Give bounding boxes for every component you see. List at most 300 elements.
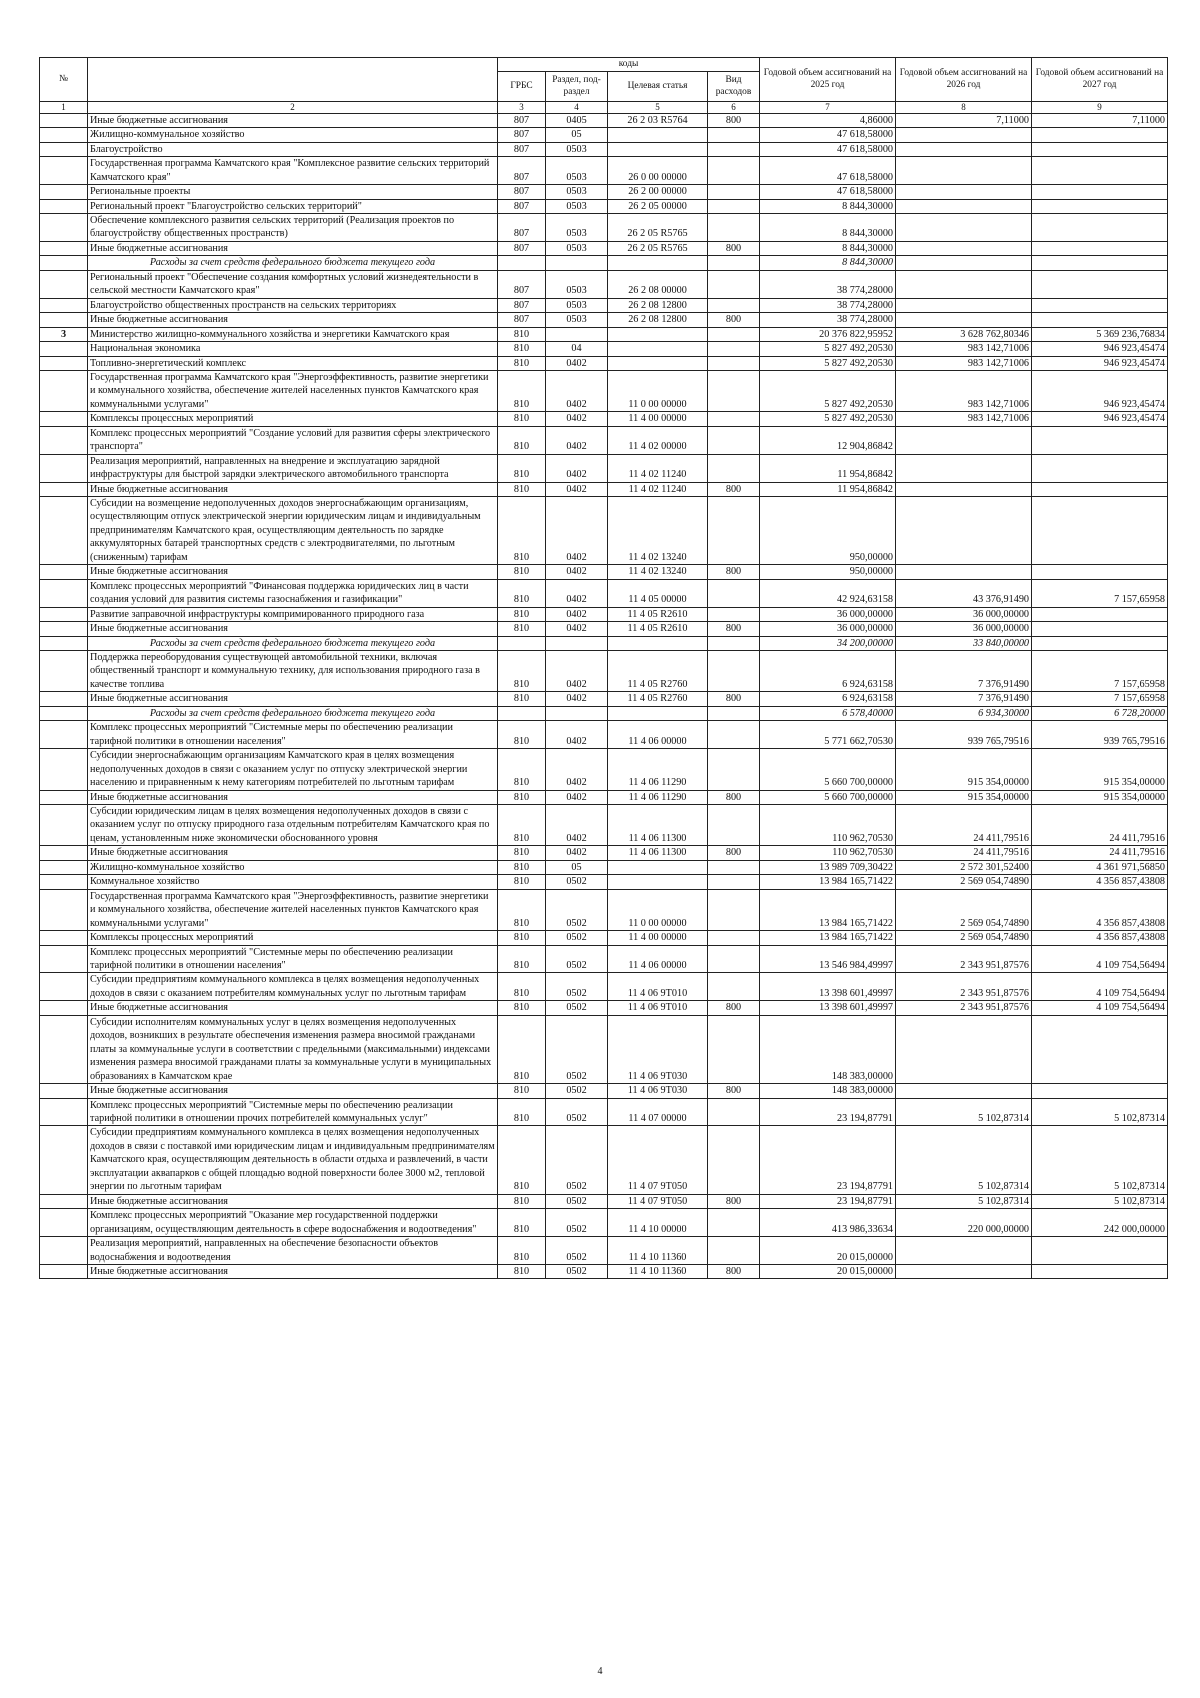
cell-rz: 0503 bbox=[546, 313, 608, 327]
cell-v3 bbox=[1032, 565, 1168, 579]
cell-grbs: 810 bbox=[498, 370, 546, 411]
cell-rz: 0502 bbox=[546, 1126, 608, 1194]
table-row bbox=[40, 1194, 1168, 1208]
cell-v1: 5 827 492,20530 bbox=[760, 356, 896, 370]
cell-vr: 800 bbox=[708, 1264, 760, 1278]
cell-grbs: 807 bbox=[498, 128, 546, 142]
cell-v3: 24 411,79516 bbox=[1032, 846, 1168, 860]
colnum: 4 bbox=[546, 102, 608, 114]
cell-v1: 11 954,86842 bbox=[760, 454, 896, 482]
cell-name: Субсидии юридическим лицам в целях возмещения недополученных доходов в связи с оказанием услуг по отпуску природного газа отдельным потребителям Камчатского края по ценам, установленным ниже экономически обоснованного уровня bbox=[88, 805, 498, 846]
cell-num bbox=[40, 692, 88, 706]
cell-num bbox=[40, 1001, 88, 1015]
cell-num bbox=[40, 1084, 88, 1098]
cell-name: Поддержка переоборудования существующей автомобильной техники, включая общественный транспорт и коммунальную технику, для использования природного газа в качестве топлива bbox=[88, 651, 498, 692]
cell-name: Коммунальное хозяйство bbox=[88, 875, 498, 889]
cell-v3 bbox=[1032, 185, 1168, 199]
cell-v3 bbox=[1032, 482, 1168, 496]
cell-name: Иные бюджетные ассигнования bbox=[88, 113, 498, 127]
cell-cs bbox=[608, 706, 708, 720]
cell-v2 bbox=[896, 199, 1032, 213]
cell-vr bbox=[708, 931, 760, 945]
cell-name: Иные бюджетные ассигнования bbox=[88, 1001, 498, 1015]
cell-vr bbox=[708, 342, 760, 356]
cell-rz: 0502 bbox=[546, 1194, 608, 1208]
cell-rz: 0502 bbox=[546, 1015, 608, 1083]
cell-grbs: 807 bbox=[498, 241, 546, 255]
cell-grbs: 810 bbox=[498, 412, 546, 426]
cell-cs: 11 4 07 9Т050 bbox=[608, 1194, 708, 1208]
cell-num bbox=[40, 945, 88, 973]
cell-name: Государственная программа Камчатского края "Энергоэффективность, развитие энергетики и коммунального хозяйства, обеспечение жителей населенных пунктов Камчатского края коммунальными услугами" bbox=[88, 889, 498, 930]
cell-v1: 148 383,00000 bbox=[760, 1084, 896, 1098]
cell-cs: 26 2 05 R5765 bbox=[608, 241, 708, 255]
cell-vr bbox=[708, 579, 760, 607]
cell-grbs: 810 bbox=[498, 1084, 546, 1098]
cell-name: Благоустройство bbox=[88, 142, 498, 156]
cell-vr: 800 bbox=[708, 790, 760, 804]
cell-num bbox=[40, 412, 88, 426]
cell-num bbox=[40, 241, 88, 255]
cell-rz: 0502 bbox=[546, 945, 608, 973]
cell-name: Иные бюджетные ассигнования bbox=[88, 565, 498, 579]
cell-name: Региональные проекты bbox=[88, 185, 498, 199]
cell-rz: 0402 bbox=[546, 846, 608, 860]
cell-grbs: 810 bbox=[498, 875, 546, 889]
cell-num bbox=[40, 579, 88, 607]
cell-grbs: 810 bbox=[498, 805, 546, 846]
table-row bbox=[40, 805, 1168, 846]
colnum: 1 bbox=[40, 102, 88, 114]
column-numbers-row bbox=[40, 102, 1168, 114]
cell-rz: 05 bbox=[546, 128, 608, 142]
cell-v1: 23 194,87791 bbox=[760, 1194, 896, 1208]
cell-grbs: 807 bbox=[498, 185, 546, 199]
table-row bbox=[40, 454, 1168, 482]
cell-v1: 38 774,28000 bbox=[760, 298, 896, 312]
cell-v3: 7 157,65958 bbox=[1032, 579, 1168, 607]
cell-rz: 0503 bbox=[546, 142, 608, 156]
cell-vr bbox=[708, 1015, 760, 1083]
header-2027: Годовой объем ассигнований на 2027 год bbox=[1032, 58, 1168, 102]
cell-v2: 939 765,79516 bbox=[896, 721, 1032, 749]
cell-v3: 7,11000 bbox=[1032, 113, 1168, 127]
table-row bbox=[40, 113, 1168, 127]
header-name bbox=[88, 58, 498, 102]
cell-grbs bbox=[498, 706, 546, 720]
cell-num bbox=[40, 454, 88, 482]
cell-cs: 11 4 00 00000 bbox=[608, 412, 708, 426]
cell-grbs: 810 bbox=[498, 1098, 546, 1126]
cell-grbs: 807 bbox=[498, 199, 546, 213]
cell-v1: 11 954,86842 bbox=[760, 482, 896, 496]
cell-name: Государственная программа Камчатского края "Комплексное развитие сельских территорий Камчатского края" bbox=[88, 157, 498, 185]
cell-v2: 36 000,00000 bbox=[896, 607, 1032, 621]
cell-rz bbox=[546, 327, 608, 341]
table-row bbox=[40, 607, 1168, 621]
cell-num bbox=[40, 622, 88, 636]
header-2025: Годовой объем ассигнований на 2025 год bbox=[760, 58, 896, 102]
cell-name: Иные бюджетные ассигнования bbox=[88, 790, 498, 804]
cell-grbs: 810 bbox=[498, 749, 546, 790]
table-row bbox=[40, 1237, 1168, 1265]
cell-vr: 800 bbox=[708, 846, 760, 860]
cell-rz bbox=[546, 256, 608, 270]
cell-num bbox=[40, 1194, 88, 1208]
cell-v3: 4 356 857,43808 bbox=[1032, 889, 1168, 930]
cell-num bbox=[40, 565, 88, 579]
cell-rz: 0402 bbox=[546, 482, 608, 496]
cell-name: Иные бюджетные ассигнования bbox=[88, 241, 498, 255]
cell-cs: 11 4 06 11300 bbox=[608, 846, 708, 860]
table-row bbox=[40, 945, 1168, 973]
cell-v1: 13 984 165,71422 bbox=[760, 931, 896, 945]
cell-vr: 800 bbox=[708, 482, 760, 496]
cell-v3 bbox=[1032, 128, 1168, 142]
cell-v3: 4 356 857,43808 bbox=[1032, 931, 1168, 945]
cell-vr: 800 bbox=[708, 622, 760, 636]
cell-v2: 33 840,00000 bbox=[896, 636, 1032, 650]
cell-v3: 5 102,87314 bbox=[1032, 1098, 1168, 1126]
cell-v2 bbox=[896, 213, 1032, 241]
cell-num bbox=[40, 213, 88, 241]
cell-name: Комплекс процессных мероприятий "Системные меры по обеспечению реализации тарифной политики в отношении прочих потребителей коммунальных услуг" bbox=[88, 1098, 498, 1126]
cell-v2: 24 411,79516 bbox=[896, 846, 1032, 860]
cell-v3 bbox=[1032, 1264, 1168, 1278]
cell-name: Иные бюджетные ассигнования bbox=[88, 1264, 498, 1278]
cell-num bbox=[40, 860, 88, 874]
cell-rz: 0503 bbox=[546, 241, 608, 255]
table-body bbox=[40, 113, 1168, 1279]
cell-v1: 13 398 601,49997 bbox=[760, 973, 896, 1001]
cell-rz: 0402 bbox=[546, 651, 608, 692]
cell-grbs: 810 bbox=[498, 579, 546, 607]
cell-v2: 7 376,91490 bbox=[896, 692, 1032, 706]
cell-v1: 6 924,63158 bbox=[760, 692, 896, 706]
cell-name: Жилищно-коммунальное хозяйство bbox=[88, 128, 498, 142]
cell-vr bbox=[708, 749, 760, 790]
cell-v1: 23 194,87791 bbox=[760, 1098, 896, 1126]
cell-vr: 800 bbox=[708, 113, 760, 127]
cell-v3 bbox=[1032, 1237, 1168, 1265]
cell-vr bbox=[708, 199, 760, 213]
header-2026: Годовой объем ассигнований на 2026 год bbox=[896, 58, 1032, 102]
cell-grbs: 810 bbox=[498, 651, 546, 692]
cell-rz: 0502 bbox=[546, 1237, 608, 1265]
cell-v1: 47 618,58000 bbox=[760, 157, 896, 185]
cell-name: Субсидии предприятиям коммунального комплекса в целях возмещения недополученных доходов в связи с поставкой ими юридическим лицам и индивидуальным предпринимателям Камчатского края, осуществляющим деятельность в области отдыха и развлечений, в части эксплуатации аквапарков с общей площадью водной поверхности более 3000 м2, тепловой энергии по льготным тарифам bbox=[88, 1126, 498, 1194]
cell-num bbox=[40, 370, 88, 411]
cell-v3: 7 157,65958 bbox=[1032, 651, 1168, 692]
table-row bbox=[40, 1126, 1168, 1194]
table-row bbox=[40, 313, 1168, 327]
cell-grbs: 807 bbox=[498, 142, 546, 156]
cell-v3: 5 102,87314 bbox=[1032, 1126, 1168, 1194]
cell-vr bbox=[708, 370, 760, 411]
cell-v3 bbox=[1032, 270, 1168, 298]
cell-vr bbox=[708, 157, 760, 185]
cell-vr bbox=[708, 636, 760, 650]
table-header bbox=[40, 58, 1168, 114]
cell-name: Субсидии на возмещение недополученных доходов энергоснабжающим организациям, осуществляющим отпуск электрической энергии юридическим лицам и индивидуальным предпринимателям Камчатского края, осуществляющим деятельность по зарядке аккумуляторных батарей транспортных средств с электродвигателями, по льготным (сниженным) тарифам bbox=[88, 497, 498, 565]
table-row bbox=[40, 622, 1168, 636]
cell-v1: 36 000,00000 bbox=[760, 622, 896, 636]
cell-rz: 0402 bbox=[546, 579, 608, 607]
cell-num bbox=[40, 636, 88, 650]
cell-vr: 800 bbox=[708, 1084, 760, 1098]
table-row bbox=[40, 370, 1168, 411]
cell-v2 bbox=[896, 1264, 1032, 1278]
table-row bbox=[40, 1001, 1168, 1015]
cell-v2: 7 376,91490 bbox=[896, 651, 1032, 692]
cell-v1: 23 194,87791 bbox=[760, 1126, 896, 1194]
cell-vr bbox=[708, 327, 760, 341]
cell-vr: 800 bbox=[708, 1194, 760, 1208]
table-row bbox=[40, 497, 1168, 565]
header-vid: Вид расходов bbox=[708, 72, 760, 102]
cell-num bbox=[40, 846, 88, 860]
cell-v1: 6 924,63158 bbox=[760, 651, 896, 692]
cell-v1: 20 015,00000 bbox=[760, 1237, 896, 1265]
cell-name: Жилищно-коммунальное хозяйство bbox=[88, 860, 498, 874]
cell-vr bbox=[708, 607, 760, 621]
cell-num bbox=[40, 790, 88, 804]
cell-name: Региональный проект "Обеспечение создания комфортных условий жизнедеятельности в сельской местности Камчатского края" bbox=[88, 270, 498, 298]
cell-name: Благоустройство общественных пространств на сельских территориях bbox=[88, 298, 498, 312]
table-row bbox=[40, 692, 1168, 706]
cell-v3: 939 765,79516 bbox=[1032, 721, 1168, 749]
cell-vr: 800 bbox=[708, 565, 760, 579]
table-row bbox=[40, 356, 1168, 370]
cell-cs: 11 0 00 00000 bbox=[608, 889, 708, 930]
cell-v1: 20 015,00000 bbox=[760, 1264, 896, 1278]
cell-v1: 12 904,86842 bbox=[760, 426, 896, 454]
cell-cs bbox=[608, 142, 708, 156]
cell-num bbox=[40, 356, 88, 370]
cell-v1: 13 984 165,71422 bbox=[760, 875, 896, 889]
table-row bbox=[40, 973, 1168, 1001]
cell-v2: 7,11000 bbox=[896, 113, 1032, 127]
cell-grbs: 810 bbox=[498, 426, 546, 454]
cell-v1: 5 660 700,00000 bbox=[760, 790, 896, 804]
cell-rz bbox=[546, 706, 608, 720]
cell-num bbox=[40, 1015, 88, 1083]
cell-v3 bbox=[1032, 636, 1168, 650]
cell-cs: 11 4 06 00000 bbox=[608, 945, 708, 973]
cell-grbs: 810 bbox=[498, 497, 546, 565]
cell-v1: 5 771 662,70530 bbox=[760, 721, 896, 749]
cell-grbs: 810 bbox=[498, 721, 546, 749]
cell-vr bbox=[708, 875, 760, 889]
cell-name: Комплекс процессных мероприятий "Финансовая поддержка юридических лиц в части создания условий для развития системы газоснабжения и газификации" bbox=[88, 579, 498, 607]
cell-v3: 4 109 754,56494 bbox=[1032, 973, 1168, 1001]
cell-grbs: 807 bbox=[498, 298, 546, 312]
cell-rz: 0503 bbox=[546, 199, 608, 213]
cell-grbs: 810 bbox=[498, 565, 546, 579]
cell-vr bbox=[708, 721, 760, 749]
cell-v1: 8 844,30000 bbox=[760, 213, 896, 241]
cell-cs bbox=[608, 327, 708, 341]
cell-name: Комплекс процессных мероприятий "Системные меры по обеспечению реализации тарифной политики в отношении населения" bbox=[88, 721, 498, 749]
cell-rz: 0402 bbox=[546, 805, 608, 846]
cell-num bbox=[40, 1126, 88, 1194]
cell-v3 bbox=[1032, 313, 1168, 327]
page-number: 4 bbox=[597, 1666, 603, 1677]
cell-rz: 0402 bbox=[546, 749, 608, 790]
header-razdel: Раздел, под-раздел bbox=[546, 72, 608, 102]
cell-num bbox=[40, 1264, 88, 1278]
cell-v3 bbox=[1032, 454, 1168, 482]
cell-vr bbox=[708, 454, 760, 482]
cell-grbs: 810 bbox=[498, 790, 546, 804]
cell-num: 3 bbox=[40, 327, 88, 341]
cell-v3: 4 109 754,56494 bbox=[1032, 1001, 1168, 1015]
cell-v3 bbox=[1032, 622, 1168, 636]
table-row bbox=[40, 142, 1168, 156]
cell-v2 bbox=[896, 185, 1032, 199]
cell-rz: 0502 bbox=[546, 875, 608, 889]
cell-v3: 4 356 857,43808 bbox=[1032, 875, 1168, 889]
cell-num bbox=[40, 313, 88, 327]
cell-num bbox=[40, 342, 88, 356]
table-row bbox=[40, 426, 1168, 454]
cell-v3: 946 923,45474 bbox=[1032, 370, 1168, 411]
cell-rz: 04 bbox=[546, 342, 608, 356]
cell-cs: 11 4 05 00000 bbox=[608, 579, 708, 607]
cell-name: Реализация мероприятий, направленных на обеспечение безопасности объектов водоснабжения и водоотведения bbox=[88, 1237, 498, 1265]
cell-v2 bbox=[896, 1084, 1032, 1098]
cell-grbs: 810 bbox=[498, 846, 546, 860]
cell-v3 bbox=[1032, 256, 1168, 270]
cell-name: Комплексы процессных мероприятий bbox=[88, 931, 498, 945]
cell-v2 bbox=[896, 157, 1032, 185]
cell-v1: 13 398 601,49997 bbox=[760, 1001, 896, 1015]
cell-vr bbox=[708, 213, 760, 241]
table-row bbox=[40, 565, 1168, 579]
cell-vr bbox=[708, 1126, 760, 1194]
cell-v3: 915 354,00000 bbox=[1032, 749, 1168, 790]
cell-v1: 47 618,58000 bbox=[760, 142, 896, 156]
table-row bbox=[40, 1264, 1168, 1278]
cell-vr bbox=[708, 412, 760, 426]
cell-name: Развитие заправочной инфраструктуры компримированного природного газа bbox=[88, 607, 498, 621]
cell-name: Комплекс процессных мероприятий "Создание условий для развития сферы электрического транспорта" bbox=[88, 426, 498, 454]
cell-rz: 0402 bbox=[546, 454, 608, 482]
cell-v2: 220 000,00000 bbox=[896, 1209, 1032, 1237]
cell-v1: 36 000,00000 bbox=[760, 607, 896, 621]
cell-grbs: 810 bbox=[498, 1264, 546, 1278]
cell-v2: 2 343 951,87576 bbox=[896, 945, 1032, 973]
cell-v3: 7 157,65958 bbox=[1032, 692, 1168, 706]
cell-v2: 5 102,87314 bbox=[896, 1194, 1032, 1208]
cell-cs: 11 4 07 00000 bbox=[608, 1098, 708, 1126]
table-row bbox=[40, 1209, 1168, 1237]
table-row bbox=[40, 241, 1168, 255]
cell-grbs: 810 bbox=[498, 607, 546, 621]
cell-v1: 148 383,00000 bbox=[760, 1015, 896, 1083]
cell-rz: 0405 bbox=[546, 113, 608, 127]
cell-vr bbox=[708, 128, 760, 142]
cell-v1: 8 844,30000 bbox=[760, 199, 896, 213]
cell-cs: 11 4 10 00000 bbox=[608, 1209, 708, 1237]
cell-v2 bbox=[896, 128, 1032, 142]
cell-vr bbox=[708, 270, 760, 298]
cell-v2: 983 142,71006 bbox=[896, 370, 1032, 411]
cell-v2: 43 376,91490 bbox=[896, 579, 1032, 607]
cell-v1: 5 827 492,20530 bbox=[760, 342, 896, 356]
cell-vr: 800 bbox=[708, 692, 760, 706]
cell-vr bbox=[708, 426, 760, 454]
cell-cs bbox=[608, 128, 708, 142]
cell-name: Комплекс процессных мероприятий "Оказание мер государственной поддержки организациям, осуществляющим деятельность в сфере водоснабжения и водоотведения" bbox=[88, 1209, 498, 1237]
cell-grbs: 810 bbox=[498, 692, 546, 706]
cell-cs: 11 4 06 9Т030 bbox=[608, 1084, 708, 1098]
cell-name: Расходы за счет средств федерального бюджета текущего года bbox=[88, 636, 498, 650]
cell-grbs: 807 bbox=[498, 113, 546, 127]
cell-cs: 11 4 10 11360 bbox=[608, 1264, 708, 1278]
table-row bbox=[40, 749, 1168, 790]
cell-cs: 11 4 07 9Т050 bbox=[608, 1126, 708, 1194]
cell-v2 bbox=[896, 256, 1032, 270]
cell-v3: 6 728,20000 bbox=[1032, 706, 1168, 720]
cell-vr bbox=[708, 973, 760, 1001]
cell-v3: 946 923,45474 bbox=[1032, 412, 1168, 426]
cell-cs: 26 2 00 00000 bbox=[608, 185, 708, 199]
cell-num bbox=[40, 1209, 88, 1237]
cell-v1: 5 827 492,20530 bbox=[760, 412, 896, 426]
cell-rz: 05 bbox=[546, 860, 608, 874]
cell-v2 bbox=[896, 426, 1032, 454]
cell-grbs: 807 bbox=[498, 270, 546, 298]
cell-v1: 110 962,70530 bbox=[760, 846, 896, 860]
cell-rz: 0402 bbox=[546, 607, 608, 621]
table-row bbox=[40, 327, 1168, 341]
cell-v2: 36 000,00000 bbox=[896, 622, 1032, 636]
cell-v2 bbox=[896, 298, 1032, 312]
cell-cs: 26 2 08 00000 bbox=[608, 270, 708, 298]
cell-cs: 11 4 10 11360 bbox=[608, 1237, 708, 1265]
cell-num bbox=[40, 805, 88, 846]
cell-grbs: 810 bbox=[498, 1001, 546, 1015]
cell-num bbox=[40, 706, 88, 720]
cell-num bbox=[40, 142, 88, 156]
cell-name: Министерство жилищно-коммунального хозяйства и энергетики Камчатского края bbox=[88, 327, 498, 341]
cell-vr bbox=[708, 1237, 760, 1265]
cell-vr bbox=[708, 706, 760, 720]
cell-v1: 110 962,70530 bbox=[760, 805, 896, 846]
cell-v1: 34 200,00000 bbox=[760, 636, 896, 650]
cell-cs: 26 2 08 12800 bbox=[608, 313, 708, 327]
cell-num bbox=[40, 607, 88, 621]
header-celevaya: Целевая статья bbox=[608, 72, 708, 102]
cell-rz: 0502 bbox=[546, 1084, 608, 1098]
cell-cs: 11 4 00 00000 bbox=[608, 931, 708, 945]
cell-v2 bbox=[896, 1015, 1032, 1083]
cell-cs bbox=[608, 860, 708, 874]
cell-grbs: 810 bbox=[498, 454, 546, 482]
cell-v2 bbox=[896, 482, 1032, 496]
cell-grbs: 810 bbox=[498, 1237, 546, 1265]
table-row bbox=[40, 875, 1168, 889]
cell-v2 bbox=[896, 1237, 1032, 1265]
cell-v1: 13 984 165,71422 bbox=[760, 889, 896, 930]
cell-name: Иные бюджетные ассигнования bbox=[88, 846, 498, 860]
cell-v3: 4 361 971,56850 bbox=[1032, 860, 1168, 874]
cell-v3 bbox=[1032, 241, 1168, 255]
table-row bbox=[40, 790, 1168, 804]
cell-name: Иные бюджетные ассигнования bbox=[88, 1194, 498, 1208]
cell-v3 bbox=[1032, 1084, 1168, 1098]
